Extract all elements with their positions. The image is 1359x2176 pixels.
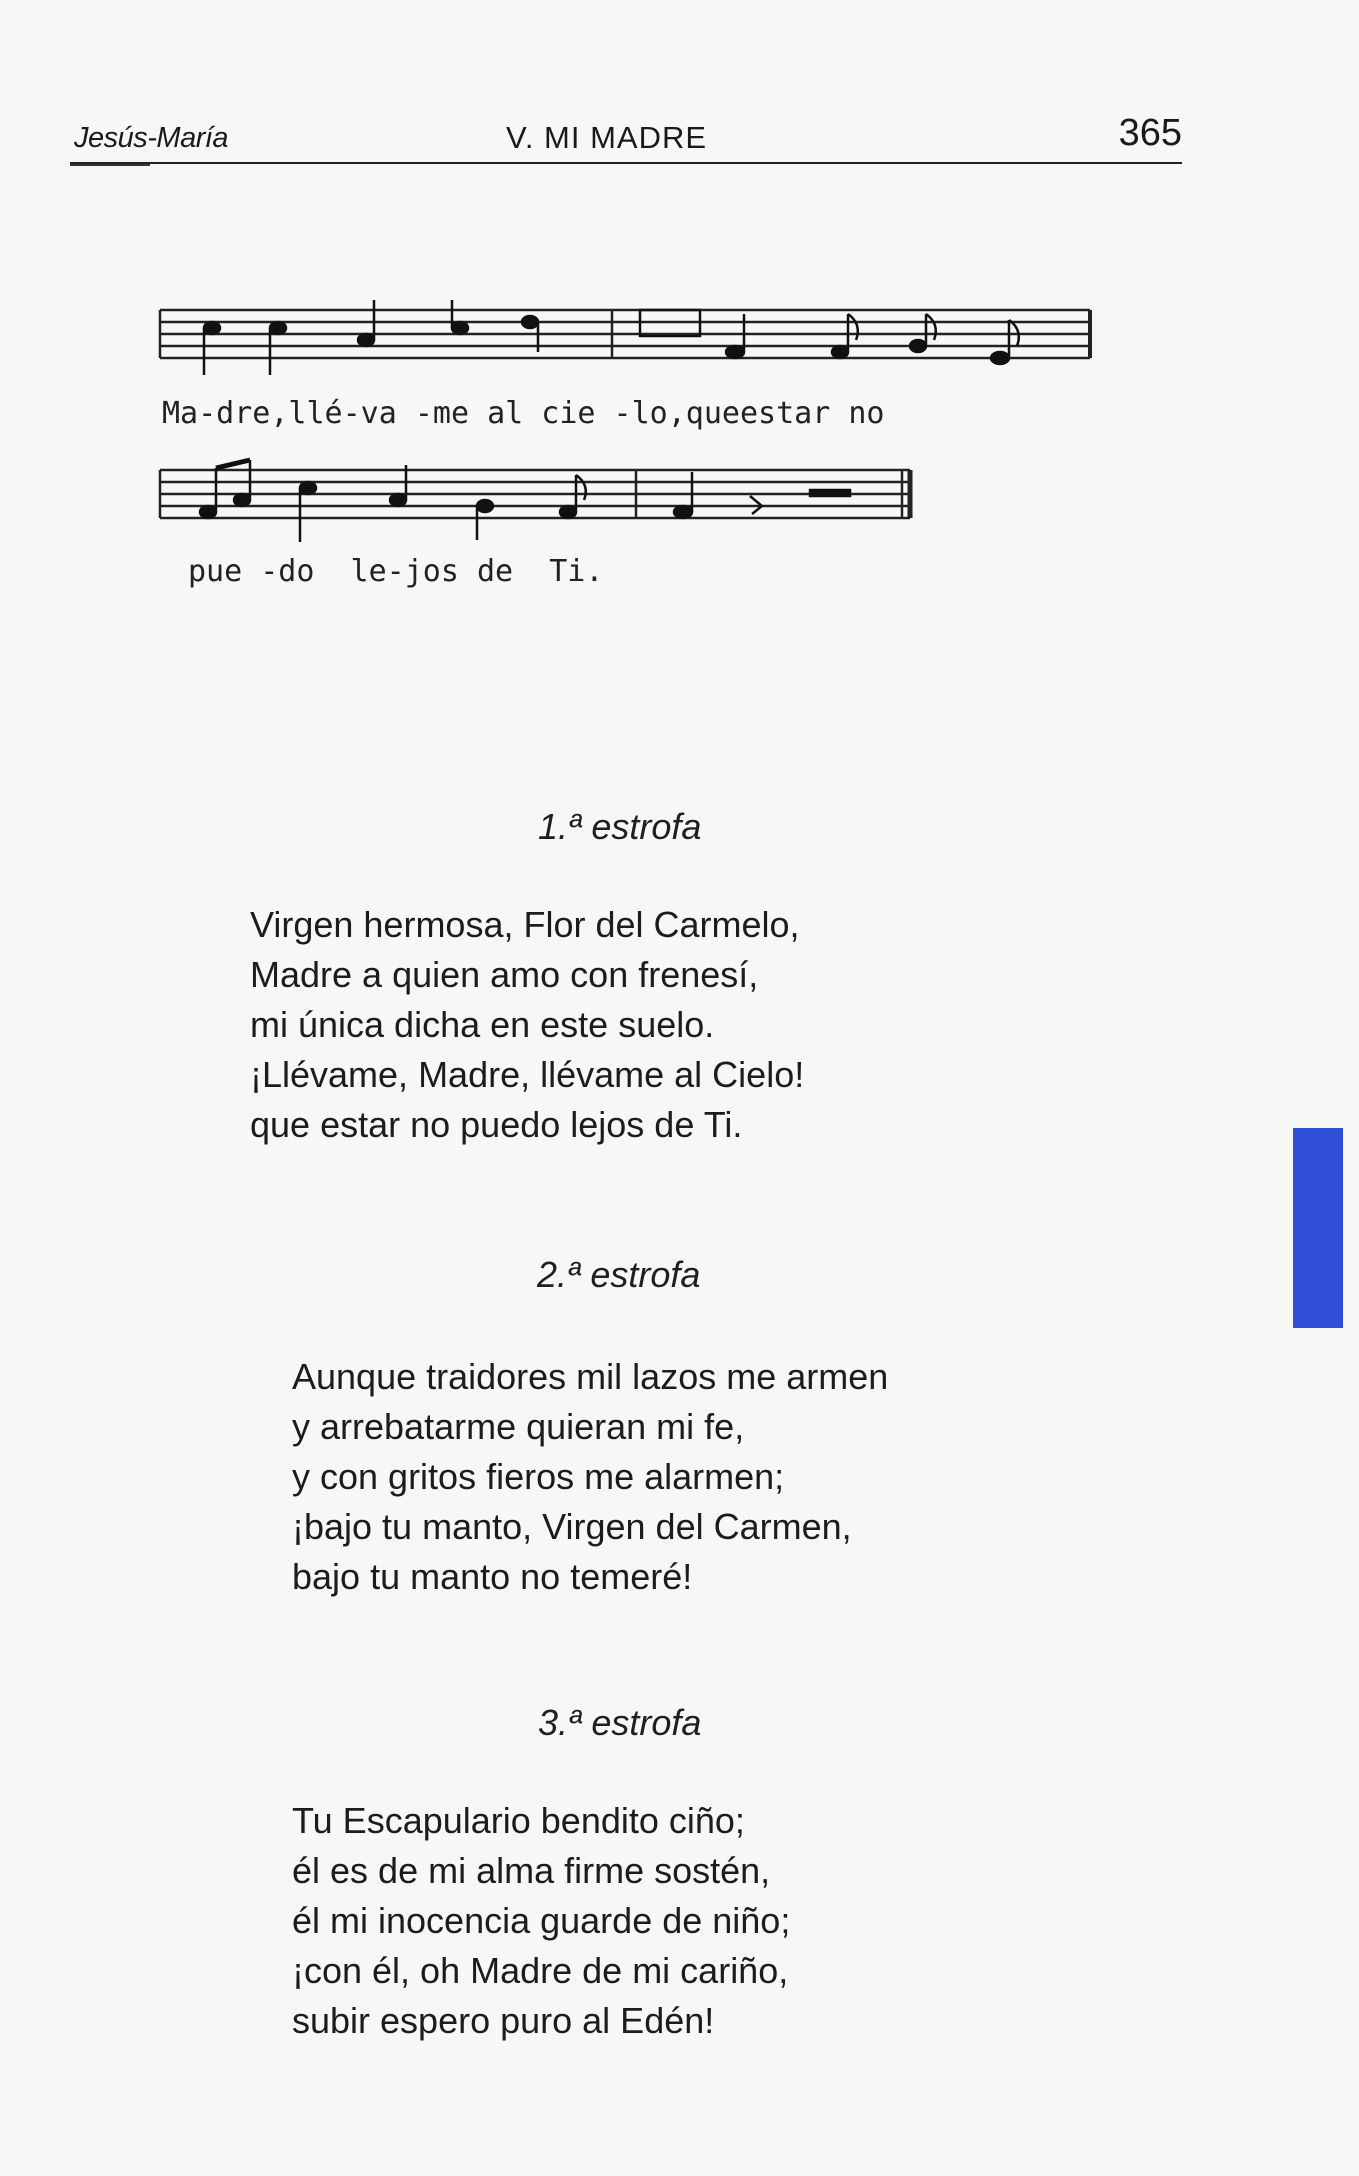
- verse-line: Virgen hermosa, Flor del Carmelo,: [250, 904, 800, 945]
- staff-2: [160, 470, 910, 518]
- running-title-center: V. MI MADRE: [506, 120, 708, 155]
- page-number: 365: [1118, 112, 1182, 154]
- running-title-left: Jesús-María: [74, 122, 229, 154]
- stanza-3-title: 3.ª estrofa: [538, 1702, 702, 1743]
- music-score: [150, 300, 1100, 620]
- verse-line: Tu Escapulario bendito ciño;: [292, 1800, 745, 1841]
- verse-line: que estar no puedo lejos de Ti.: [250, 1104, 743, 1145]
- stanza-2-verse: [292, 1352, 888, 1602]
- stanza-1-title: 1.ª estrofa: [538, 806, 702, 847]
- stanza-2-title: 2.ª estrofa: [537, 1254, 701, 1295]
- verse-line: y arrebatarme quieran mi fe,: [292, 1406, 745, 1447]
- verse-line: subir espero puro al Edén!: [292, 2000, 715, 2041]
- verse-line: bajo tu manto no temeré!: [292, 1556, 693, 1597]
- lyrics-line-1: Ma-dre,llé-va -me al cie -lo,queestar no: [162, 396, 885, 431]
- header-rule: [70, 162, 1182, 164]
- verse-line: él es de mi alma firme sostén,: [292, 1850, 771, 1891]
- verse-line: y con gritos fieros me alarmen;: [292, 1456, 785, 1497]
- verse-line: ¡Llévame, Madre, llévame al Cielo!: [250, 1054, 805, 1095]
- lyrics-line-2: pue -do le-jos de Ti.: [188, 554, 604, 589]
- verse-line: ¡bajo tu manto, Virgen del Carmen,: [292, 1506, 852, 1547]
- verse-line: él mi inocencia guarde de niño;: [292, 1900, 791, 1941]
- page-tab-marker: [1293, 1128, 1343, 1328]
- verse-line: Madre a quien amo con frenesí,: [250, 954, 759, 995]
- stanza-1-verse: [250, 900, 804, 1150]
- staff-2-notes: [200, 460, 850, 542]
- page-header: [70, 108, 1182, 164]
- staff-1: [160, 310, 1090, 358]
- verse-line: mi única dicha en este suelo.: [250, 1004, 715, 1045]
- verse-line: Aunque traidores mil lazos me armen: [292, 1356, 889, 1397]
- header-rule-accent: [70, 164, 150, 166]
- verse-line: ¡con él, oh Madre de mi cariño,: [292, 1950, 789, 1991]
- stanza-3-verse: [292, 1796, 790, 2046]
